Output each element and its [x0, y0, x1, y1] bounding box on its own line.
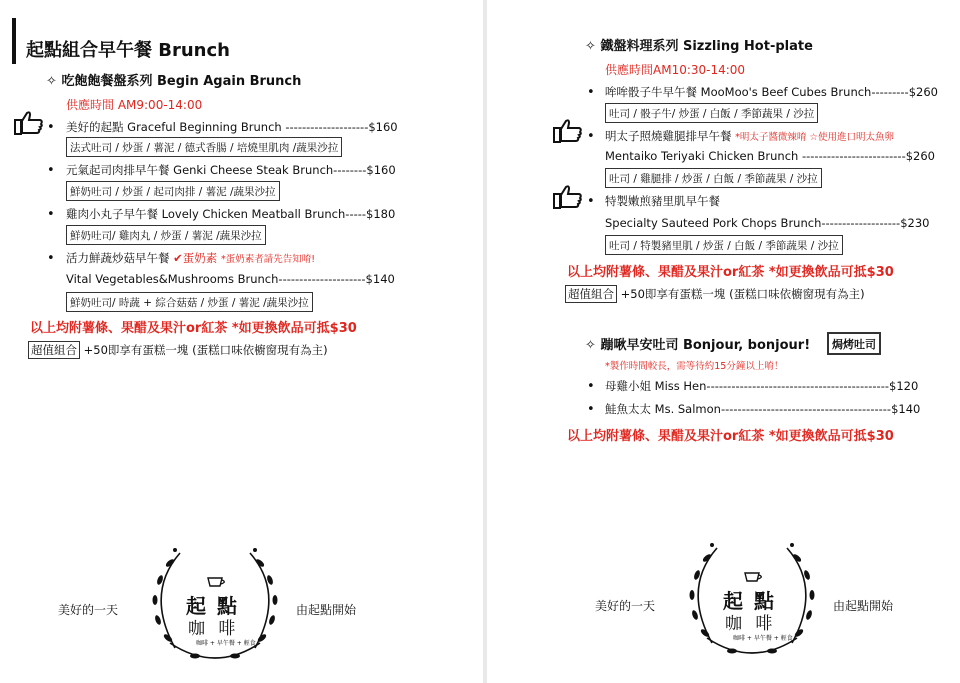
bullet: •	[587, 379, 595, 394]
included-note: 以上均附薯條、果醋及果汁or紅茶 *如更換飲品可抵$30	[567, 265, 894, 280]
bullet: •	[587, 194, 595, 209]
menu-item-note: *明太子醬微辣唷 ☆使用進口明太魚卵	[735, 132, 894, 143]
included-note: 以上均附薯條、果醋及果汁or紅茶 *如更換飲品可抵$30	[567, 429, 894, 444]
logo-subtitle: 咖啡 + 早午餐 + 輕食	[733, 635, 793, 642]
bullet: •	[47, 163, 55, 178]
logo-name-line1: 起 點	[723, 589, 776, 613]
bullet: •	[587, 402, 595, 417]
combo-text: +50即享有蛋糕一塊 (蛋糕口味依櫥窗現有為主)	[83, 343, 328, 357]
menu-item-name: 美好的起點 Graceful Beginning Brunch --------------------$160	[66, 120, 398, 134]
logo-name-line1: 起 點	[186, 594, 239, 618]
section-title-toast	[585, 334, 810, 353]
menu-item-details: 吐司 / 特製豬里肌 / 炒蛋 / 白飯 / 季節蔬果 / 沙拉	[605, 235, 843, 255]
menu-page-right	[487, 0, 960, 683]
logo-name-line2: 咖 啡	[725, 614, 777, 634]
bullet: •	[47, 207, 55, 222]
menu-item-name-en: Mentaiko Teriyaki Chicken Brunch -------------------------$260	[605, 149, 935, 163]
serving-hours: 供應時間 AM9:00-14:00	[66, 98, 203, 112]
thumbs-up-icon	[553, 118, 583, 144]
menu-item-name-en: Specialty Sauteed Pork Chops Brunch-------------------$230	[605, 216, 930, 230]
logo-right-slogan: 由起點開始	[296, 603, 357, 617]
bullet: •	[47, 251, 55, 266]
preparation-note: *製作時間較長，需等待約15分鐘以上唷！	[605, 361, 784, 372]
section-title-brunch	[46, 70, 301, 89]
bullet: •	[587, 129, 595, 144]
logo-left-slogan: 美好的一天	[595, 599, 656, 613]
menu-item-details: 鮮奶吐司/ 時蔬 + 綜合菇菇 / 炒蛋 / 薯泥 /蔬果沙拉	[66, 292, 313, 312]
menu-item-details: 鮮奶吐司/ 雞肉丸 / 炒蛋 / 薯泥 /蔬果沙拉	[66, 225, 266, 245]
logo-name-line2: 咖 啡	[188, 619, 240, 639]
combo-offer	[28, 342, 328, 358]
menu-item-name: 元氣起司肉排早午餐 Genki Cheese Steak Brunch--------$160	[66, 163, 396, 177]
toast-item: 鮭魚太太 Ms. Salmon-----------------------------------------$140	[605, 402, 921, 416]
logo-left-slogan: 美好的一天	[58, 603, 119, 617]
menu-item-details: 法式吐司 / 炒蛋 / 薯泥 / 德式香腸 / 培燒里肌肉 /蔬果沙拉	[66, 137, 342, 157]
menu-item-name-zh: 活力鮮蔬炒菇早午餐	[66, 251, 170, 265]
menu-item-details: 吐司 / 骰子牛/ 炒蛋 / 白飯 / 季節蔬果 / 沙拉	[605, 103, 818, 123]
logo-right-slogan: 由起點開始	[833, 599, 894, 613]
section-title-sizzling	[585, 35, 813, 54]
thumbs-up-icon	[553, 184, 583, 210]
section-title-text: 吃飽飽餐盤系列 Begin Again Brunch	[61, 74, 302, 89]
logo-subtitle: 咖啡 + 早午餐 + 輕食	[196, 640, 256, 647]
thumbs-up-icon	[14, 110, 44, 136]
vegetarian-tag: ✔蛋奶素	[173, 251, 218, 265]
serving-hours: 供應時間AM10:30-14:00	[605, 63, 746, 77]
menu-item-name: 雞肉小丸子早午餐 Lovely Chicken Meatball Brunch-----$180	[66, 207, 396, 221]
bullet: •	[587, 85, 595, 100]
toast-item: 母雞小姐 Miss Hen--------------------------------------------$120	[605, 379, 919, 393]
menu-item-details: 鮮奶吐司 / 炒蛋 / 起司肉排 / 薯泥 /蔬果沙拉	[66, 181, 280, 201]
toast-badge: 焗烤吐司	[827, 332, 881, 355]
title-accent-bar	[12, 18, 16, 64]
bullet: •	[47, 120, 55, 135]
combo-offer	[565, 286, 865, 302]
menu-item-name	[605, 128, 894, 144]
four-point-star-icon: ✧	[585, 338, 596, 353]
combo-text: +50即享有蛋糕一塊 (蛋糕口味依櫥窗現有為主)	[620, 287, 865, 301]
combo-label: 超值組合	[28, 341, 80, 359]
included-note: 以上均附薯條、果醋及果汁or紅茶 *如更換飲品可抵$30	[30, 321, 357, 336]
menu-item-name: 哞哞骰子牛早午餐 MooMoo's Beef Cubes Brunch---------$260	[605, 85, 938, 99]
menu-item-name: 特製嫩煎豬里肌早午餐	[605, 194, 720, 208]
menu-item-details: 吐司 / 雞腿排 / 炒蛋 / 白飯 / 季節蔬果 / 沙拉	[605, 168, 822, 188]
section-title-text: 蹦啾早安吐司 Bonjour, bonjour!	[600, 338, 811, 353]
combo-label: 超值組合	[565, 285, 617, 303]
section-title-text: 鐵盤料理系列 Sizzling Hot-plate	[600, 39, 813, 54]
menu-item-name	[66, 250, 315, 266]
four-point-star-icon: ✧	[585, 39, 596, 54]
vegetarian-note: *蛋奶素者請先告知唷!	[220, 254, 316, 265]
menu-item-name-en: Vital Vegetables&Mushrooms Brunch---------------------$140	[66, 272, 395, 286]
menu-item-name-zh: 明太子照燒雞腿排早午餐	[605, 129, 732, 143]
four-point-star-icon: ✧	[46, 74, 57, 89]
page-title: 起點組合早午餐 Brunch	[26, 40, 230, 61]
